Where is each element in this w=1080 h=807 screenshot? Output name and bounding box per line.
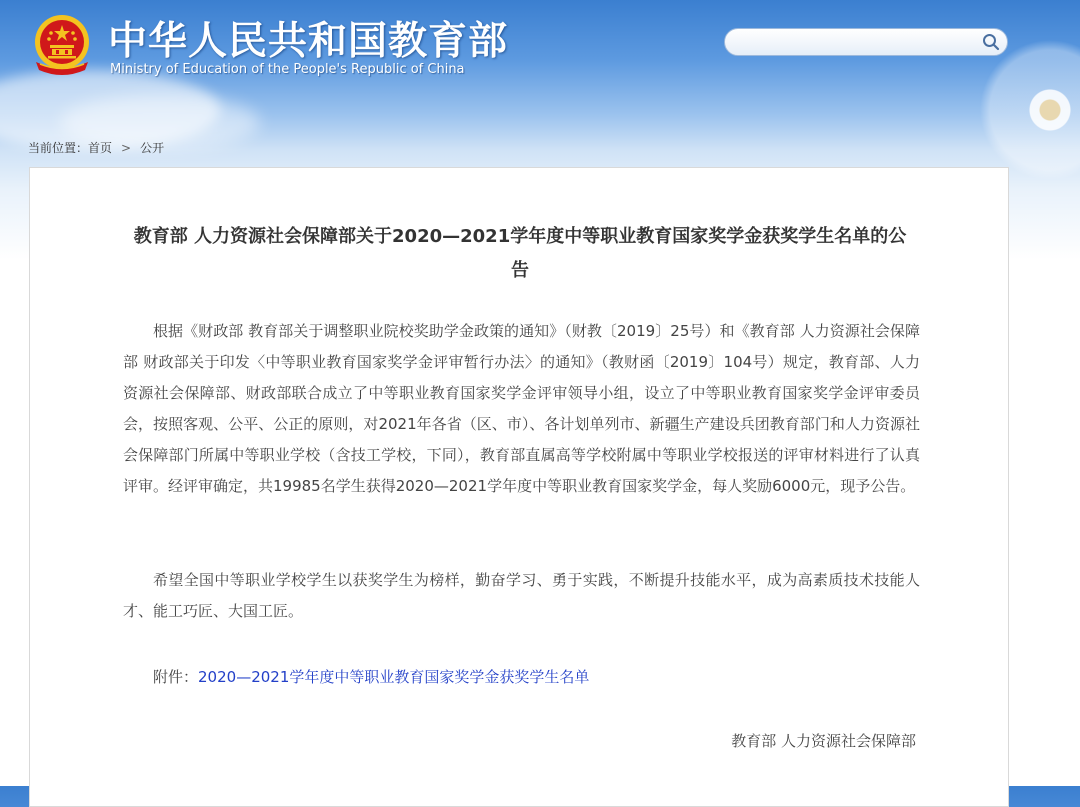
search-icon[interactable] [981, 32, 1001, 52]
site-title[interactable]: 中华人民共和国教育部 [108, 19, 509, 64]
breadcrumb-home-link[interactable]: 首页 [88, 141, 113, 155]
attachment-link[interactable]: 2020—2021学年度中等职业教育国家奖学金获奖学生名单 [198, 668, 590, 686]
article-container [29, 167, 1009, 807]
breadcrumb [28, 139, 164, 156]
dandelion-decoration [980, 40, 1080, 180]
national-emblem-icon[interactable] [30, 12, 94, 78]
article-paragraph-1: 根据《财政部 教育部关于调整职业院校奖助学金政策的通知》（财教〔2019〕25号）和《教育部 人力资源社会保障部 财政部关于印发〈中等职业教育国家奖学金评审暂行办法〉的通知》（教财函〔2019〕104号）规定，教育部、人力资源社会保障部、财政部联合成立了中等职业教育国家奖学金评审领导小组，设立了中等职业教育国家奖学金评审委员会，按照客观、公平、公正的原则，对2021年各省（区、市）、各计划单列市、新疆生产建设兵团教育部门和人力资源社会保障部门所属中等职业学校（含技工学校，下同），教育部直属高等学校附属中等职业学校报送的评审材料进行了认真评审。经评审确定，共19985名学生获得2020—2021学年度中等职业教育国家奖学金，每人奖励6000元，现予公告。 [123, 322, 920, 495]
article-paragraph-2: 希望全国中等职业学校学生以获奖学生为榜样，勤奋学习、勇于实践，不断提升技能水平，成为高素质技术技能人才、能工巧匠、大国工匠。 [123, 571, 920, 620]
attachment-line [153, 662, 589, 693]
attachment-label: 附件： [153, 668, 199, 686]
search-box [724, 28, 1008, 56]
breadcrumb-separator: > [121, 141, 132, 155]
breadcrumb-prefix: 当前位置： [28, 141, 89, 155]
search-input[interactable] [735, 33, 979, 53]
breadcrumb-public-link[interactable]: 公开 [140, 141, 165, 155]
site-header [0, 0, 1080, 160]
article-title: 教育部 人力资源社会保障部关于2020—2021学年度中等职业教育国家奖学金获奖学生名单的公告 [133, 226, 907, 281]
article-signature: 教育部 人力资源社会保障部 [731, 732, 916, 750]
site-subtitle: Ministry of Education of the People's Republic of China [110, 62, 465, 77]
